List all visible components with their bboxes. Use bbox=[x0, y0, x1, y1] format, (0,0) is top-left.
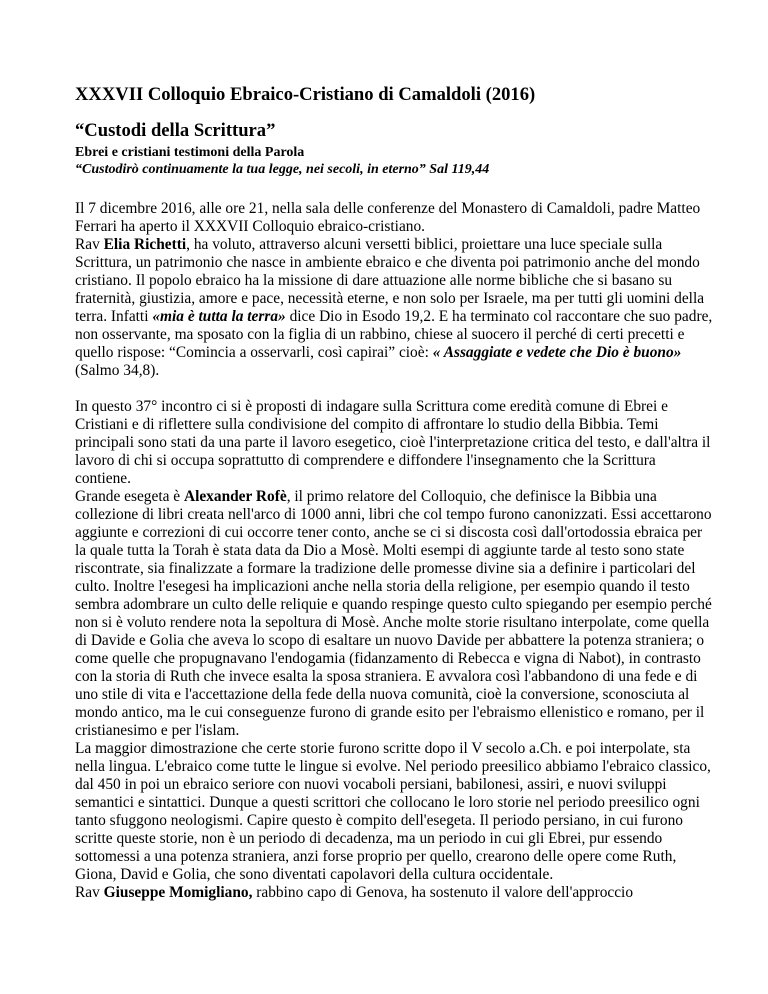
paragraph-text: Il 7 dicembre 2016, alle ore 21, nella sala delle conferenze del Monastero di Camaldoli, padre Matteo Ferrari ha aperto il XXXVII Colloquio ebraico-cristiano. bbox=[75, 200, 701, 235]
document-page bbox=[75, 84, 715, 902]
speaker-name: Elia Richetti bbox=[103, 236, 187, 253]
paragraph-text: La maggior dimostrazione che certe storie furono scritte dopo il V secolo a.Ch. e poi interpolate, sta nella lingua. L'ebraico come tutte le lingue si evolve. Nel periodo preesilico abbiamo l'ebraico classico, dal 450 in poi un ebraico seriore con nuovi vocaboli persiani, babilonesi, assiri, e nuovi sviluppi semantici e sintattici. Dunque a questi scrittori che collocano le loro storie nel periodo preesilico ogni tanto sfuggono neologismi. Capire questo è compito dell'esegeta. Il periodo persiano, in cui furono scritte queste storie, non è un periodo di decadenza, ma un periodo in cui gli Ebrei, pur essendo sottomessi a una potenza straniera, anzi forse proprio per quello, crearono delle opere come Ruth, Giona, David e Golia, che sono diventati capolavori della cultura occidentale. bbox=[75, 740, 711, 883]
document-motto: “Custodirò continuamente la tua legge, nei secoli, in eterno” Sal 119,44 bbox=[75, 162, 490, 177]
speaker-name: Giuseppe Momigliano, bbox=[103, 884, 253, 901]
document-subtitle: “Custodi della Scrittura” bbox=[75, 120, 276, 141]
document-subtitle-secondary: Ebrei e cristiani testimoni della Parola bbox=[75, 145, 305, 160]
paragraph-text: In questo 37° incontro ci si è proposti di indagare sulla Scrittura come eredità comune di Ebrei e Cristiani e di riflettere sulla condivisione del compito di affrontare lo studio della Bibbia. Temi principali sono stati da una parte il lavoro esegetico, cioè l'interpretazione critica del testo, e dall'altra il lavoro di chi si occupa soprattutto di comprendere e diffondere l'insegnamento che la Scrittura contiene. bbox=[75, 398, 711, 487]
paragraph-body: In questo 37° incontro ci si è proposti di indagare sulla Scrittura come eredità comune di Ebrei e Cristiani e di riflettere sulla condivisione del compito di affrontare lo studio della Bibbia. Temi principali sono stati da una parte il lavoro esegetico, cioè l'interpretazione critica del testo, e dall'altra il lavoro di chi si occupa soprattutto di comprendere e diffondere l'insegnamento che la Scrittura contiene. Grande esegeta è Alexander Rofè, il primo relatore del Colloquio, che definisce la Bibbia una collezione di libri creata nell'arco di 1000 anni, libri che col tempo furono canonizzati. Essi accettarono aggiunte e correzioni di cui occorre tener conto, anche se ci si discosta così dall'ortodossia ebraica per la quale tutta la Torah è stata data da Dio a Mosè. Molti esempi di aggiunte tarde al testo sono state riscontrate, sia finalizzate a formare la tradizione delle promesse divine sia a definire i particolari del culto. Inoltre l'esegesi ha implicazioni anche nella storia della religione, per esempio quando il testo sembra adombrare un culto delle reliquie e quando respinge questo culto spiegando per esempio perché non si è voluto rendere nota la sepoltura di Mosè. Anche molte storie risultano interpolate, come quella di Davide e Golia che aveva lo scopo di esaltare un nuovo Davide per abbattere la potenza straniera; o come quelle che propugnavano l'endogamia (fidanzamento di Rebecca e vigna di Nabot), in contrasto con la storia di Ruth che invece esalta la sposa straniera. E avvalora così l'abbandono di una fede e di uno stile di vita e l'accettazione della fede della nuova comunità, cioè la conversione, sconosciuta al mondo antico, ma le cui conseguenze furono di grande esito per l'ebraismo ellenistico e romano, per il cristianesimo e per l'islam. La maggior dimostrazione che certe storie furono scritte dopo il V secolo a.Ch. e poi interpolate, sta nella lingua. L'ebraico come tutte le lingue si evolve. Nel periodo preesilico abbiamo l'ebraico classico, dal 450 in poi un ebraico seriore con nuovi vocaboli persiani, babilonesi, assiri, e nuovi sviluppi semantici e sintattici. Dunque a questi scrittori che collocano le loro storie nel periodo preesilico ogni tanto sfuggono neologismi. Capire questo è compito dell'esegeta. Il periodo persiano, in cui furono scritte queste storie, non è un periodo di decadenza, ma un periodo in cui gli Ebrei, pur essendo sottomessi a una potenza straniera, anzi forse proprio per quello, crearono delle opere come Ruth, Giona, David e Golia, che sono diventati capolavori della cultura occidentale. Rav Giuseppe Momigliano, rabbino capo di Genova, ha sostenuto il valore dell'approccio bbox=[75, 398, 712, 901]
quote: « Assaggiate e vedete che Dio è buono» bbox=[432, 344, 682, 361]
quote: «mia è tutta la terra» bbox=[152, 308, 286, 325]
paragraph-opening: Il 7 dicembre 2016, alle ore 21, nella sala delle conferenze del Monastero di Camaldoli, padre Matteo Ferrari ha aperto il XXXVII Colloquio ebraico-cristiano. Rav Elia Richetti, ha voluto, attraverso alcuni versetti biblici, proiettare una luce speciale sulla Scrittura, un patrimonio che nasce in ambiente ebraico e che diventa poi patrimonio anche del mondo cristiano. Il popolo ebraico ha la missione di dare attuazione alle norme bibliche che si basano su fraternità, giustizia, amore e pace, necessità eterne, e non solo per Israele, ma per tutti gli uomini della terra. Infatti «mia è tutta la terra» dice Dio in Esodo 19,2. E ha terminato col raccontare che suo padre, non osservante, ma sposato con la figlia di un rabbino, chiese al suocero il perché di certi precetti e quello rispose: “Comincia a osservarli, così capirai” cioè: « Assaggiate e vedete che Dio è buono» (Salmo 34,8). bbox=[75, 200, 713, 379]
document-title: XXXVII Colloquio Ebraico-Cristiano di Camaldoli (2016) bbox=[75, 84, 536, 105]
speaker-name: Alexander Rofè bbox=[183, 488, 287, 505]
